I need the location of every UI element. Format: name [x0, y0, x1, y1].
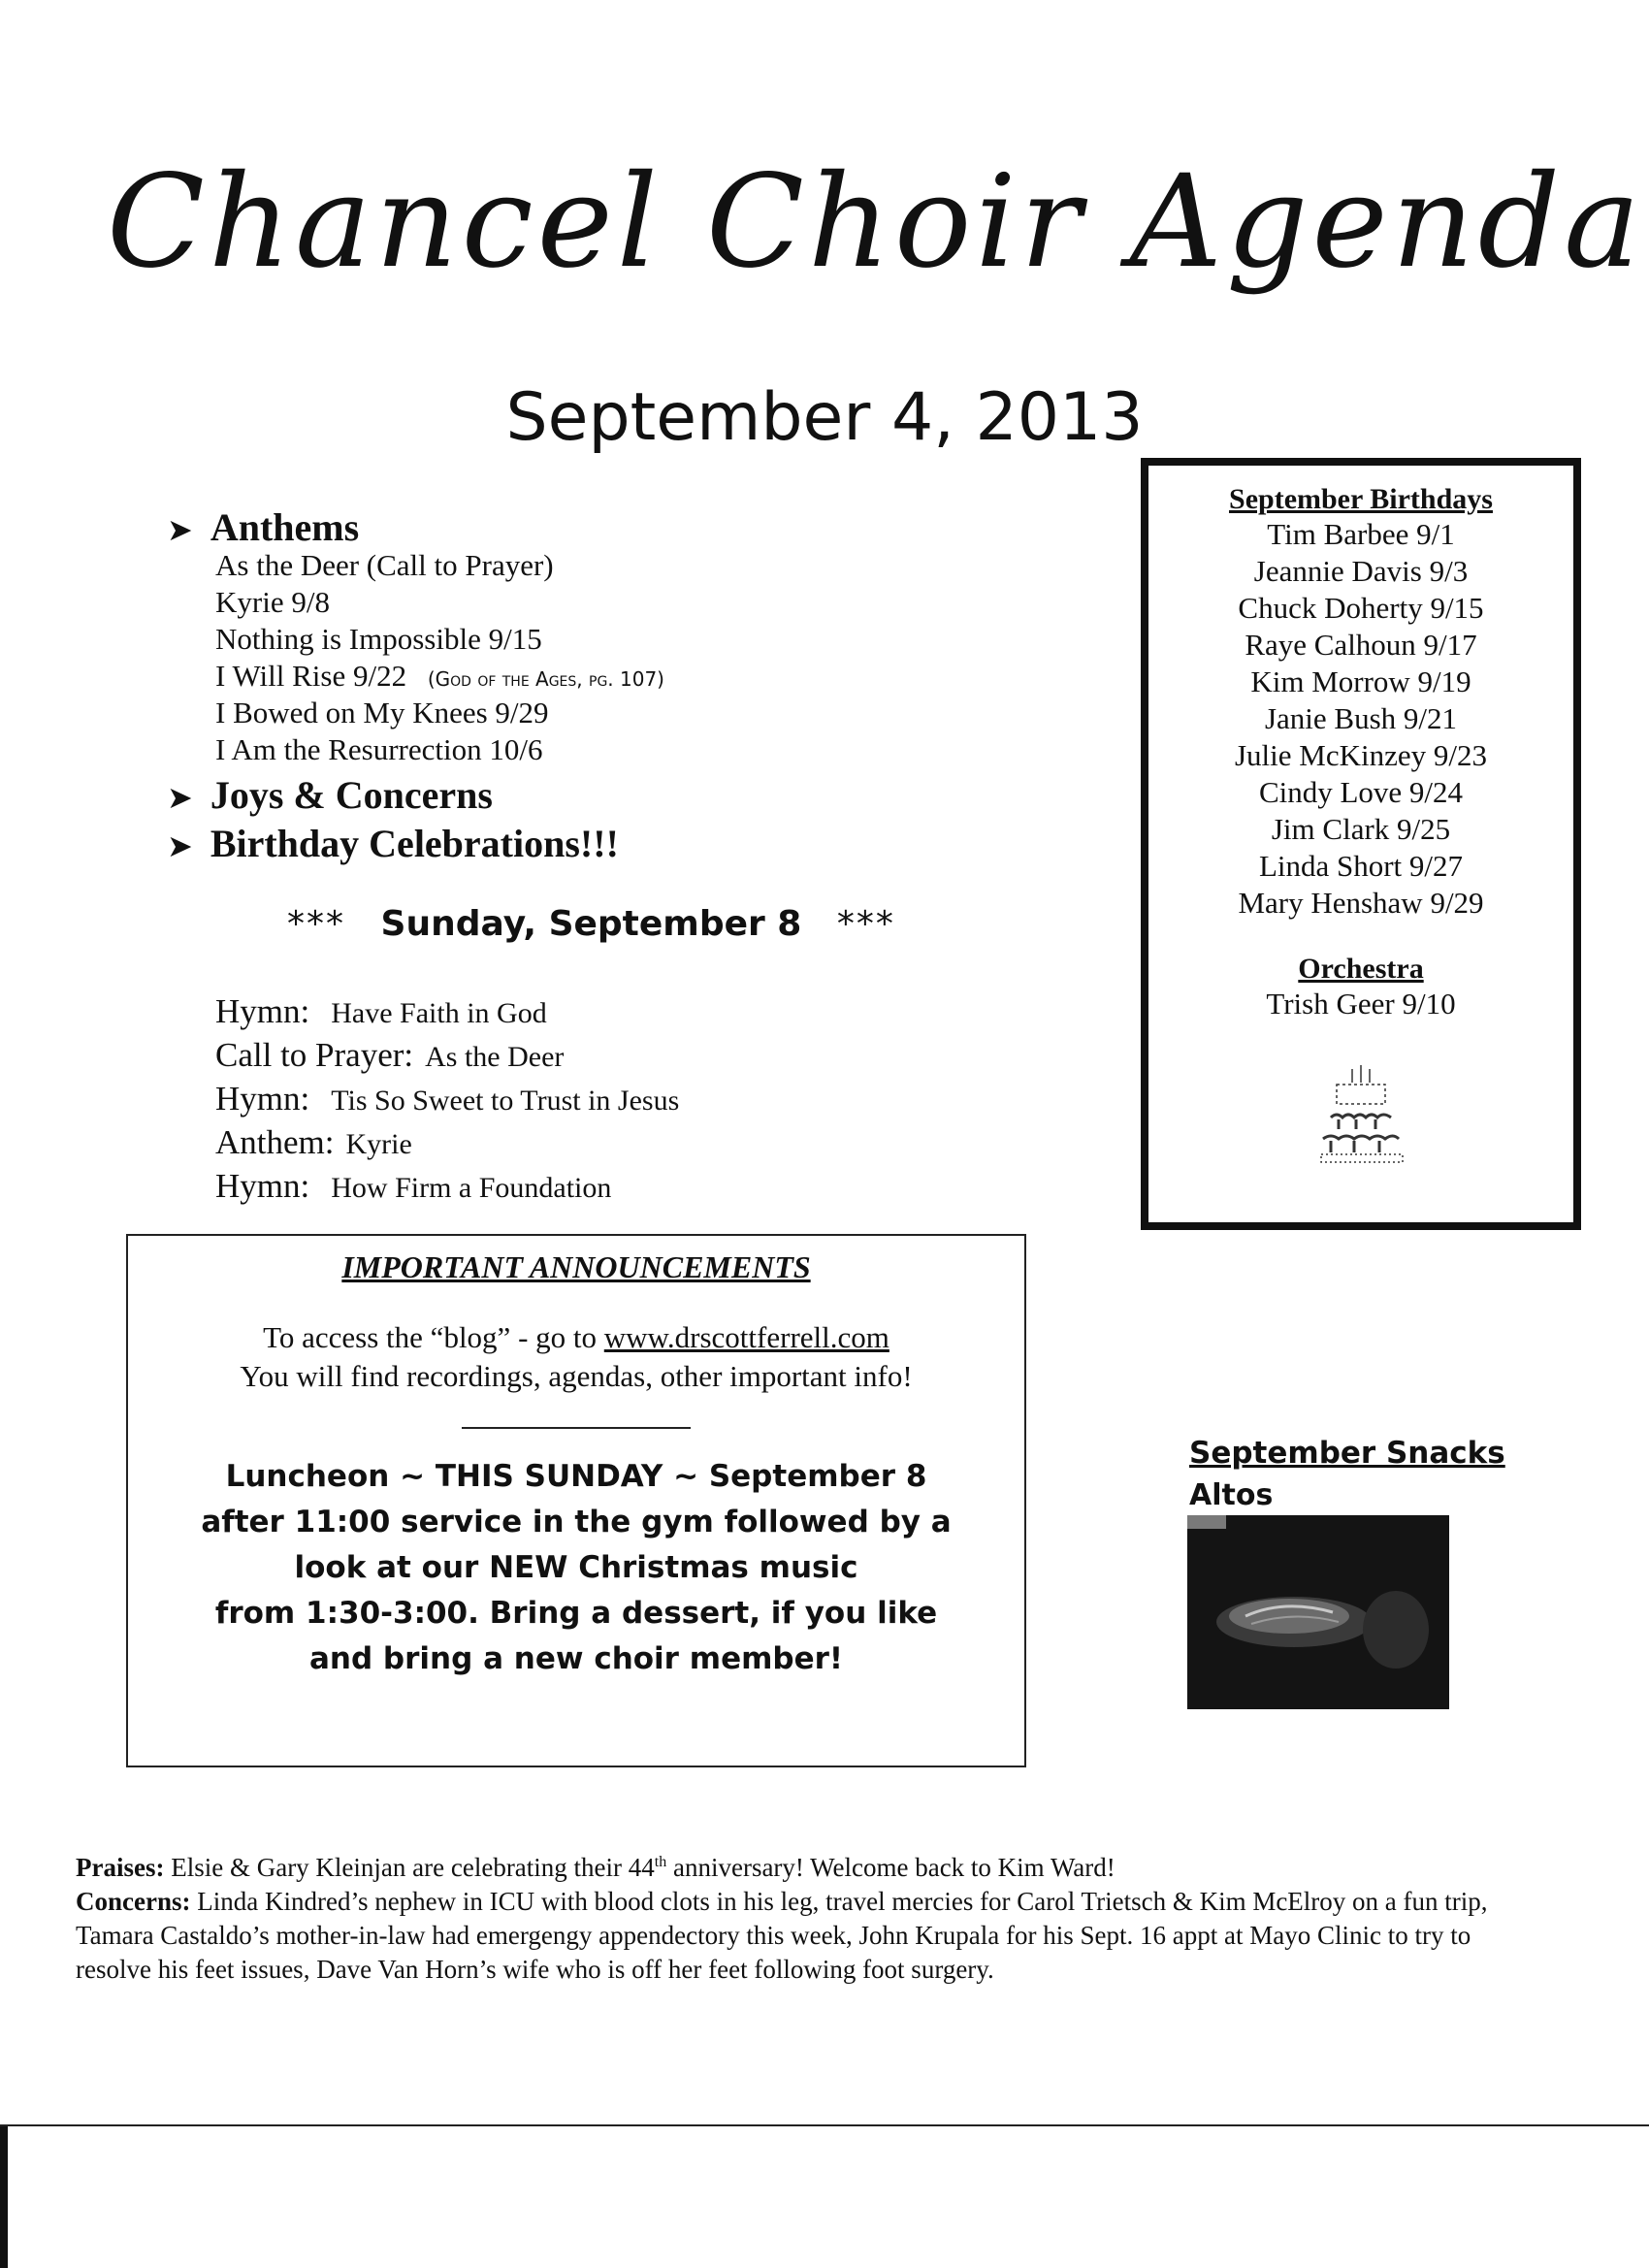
blog-info: You will find recordings, agendas, other important info!	[240, 1359, 913, 1393]
birthday-item: Kim Morrow 9/19	[1250, 664, 1471, 698]
agenda-date: September 4, 2013	[505, 379, 1144, 456]
service-item: Hymn: How Firm a Foundation	[215, 1167, 612, 1205]
orchestra-item: Trish Geer 9/10	[1266, 987, 1456, 1021]
anthem-item: Kyrie 9/8	[215, 585, 330, 619]
birthdays-title: September Birthdays	[1229, 483, 1493, 515]
sunday-heading: *** Sunday, September 8 ***	[287, 904, 895, 944]
blog-line: To access the “blog” - go to www.drscottferrell.com	[263, 1320, 889, 1354]
scan-edge-line	[0, 2124, 1649, 2126]
service-item: Anthem: Kyrie	[215, 1123, 412, 1161]
blog-link[interactable]: www.drscottferrell.com	[603, 1320, 889, 1354]
service-item: Call to Prayer: As the Deer	[215, 1036, 565, 1074]
birthday-item: Raye Calhoun 9/17	[1245, 628, 1477, 662]
star-divider: ***	[836, 904, 895, 944]
concerns-line: Concerns: Linda Kindred’s nephew in ICU with blood clots in his leg, travel mercies for Carol Trietsch & Kim McElroy on a fun trip, Tamara Castaldo’s mother-in-law had emergengy appendectory this week, John Krupala for his Sept. 16 appt at Mayo Clinic to try to resolve his feet issues, Dave Van Horn’s wife who is off her feet following foot surgery.	[76, 1887, 1488, 1984]
birthday-item: Janie Bush 9/21	[1264, 701, 1458, 735]
anthem-item: I Bowed on My Knees 9/29	[215, 696, 549, 729]
anthem-item: I Am the Resurrection 10/6	[215, 732, 543, 766]
announcements-title: IMPORTANT ANNOUNCEMENTS	[341, 1249, 811, 1284]
birthday-item: Cindy Love 9/24	[1258, 775, 1464, 809]
page-title: Chancel Choir Agenda	[107, 147, 1644, 297]
luncheon-notice: Luncheon ~ THIS SUNDAY ~ September 8 after 11:00 service in the gym followed by a look at our NEW Christmas music from 1:30-3:00. Bring a dessert, if you like and bring a new choir member!	[201, 1459, 952, 1676]
star-divider: ***	[287, 904, 345, 944]
birthday-item: Mary Henshaw 9/29	[1238, 886, 1484, 920]
birthdays-box	[1141, 458, 1581, 1230]
snacks-group: Altos	[1189, 1478, 1274, 1512]
service-item: Hymn: Have Faith in God	[215, 992, 547, 1030]
anthem-item: As the Deer (Call to Prayer)	[215, 548, 554, 582]
joys-concerns-heading: ➤ Joys & Concerns	[167, 773, 493, 817]
birthday-celebrations-heading: ➤ Birthday Celebrations!!!	[167, 822, 619, 865]
birthday-cake-icon	[1148, 1061, 1573, 1173]
praises-line: Praises: Elsie & Gary Kleinjan are celebrating their 44th anniversary! Welcome back to Kim Ward!	[76, 1853, 1116, 1882]
announcements-box	[126, 1234, 1026, 1767]
birthday-item: Jim Clark 9/25	[1271, 812, 1451, 846]
anthems-heading: ➤ Anthems	[167, 505, 360, 549]
anthem-item: I Will Rise 9/22 (God of the Ages, pg. 107)	[215, 659, 664, 693]
praises-concerns	[76, 1845, 1550, 1987]
anthem-note: (God of the Ages, pg. 107)	[427, 667, 664, 691]
snack-image	[1187, 1515, 1449, 1709]
divider	[462, 1427, 691, 1429]
birthday-item: Julie McKinzey 9/23	[1234, 738, 1487, 772]
arrow-bullet-icon: ➤	[167, 779, 193, 816]
scan-edge-bar	[0, 2126, 8, 2268]
birthday-item: Linda Short 9/27	[1258, 849, 1464, 883]
birthday-item: Chuck Doherty 9/15	[1238, 591, 1484, 625]
orchestra-title: Orchestra	[1298, 953, 1424, 985]
snacks-title: September Snacks	[1189, 1436, 1505, 1471]
birthday-item: Tim Barbee 9/1	[1267, 517, 1455, 551]
birthday-item: Jeannie Davis 9/3	[1253, 554, 1469, 588]
arrow-bullet-icon: ➤	[167, 511, 193, 548]
anthem-item: Nothing is Impossible 9/15	[215, 622, 542, 656]
service-item: Hymn: Tis So Sweet to Trust in Jesus	[215, 1080, 680, 1118]
arrow-bullet-icon: ➤	[167, 827, 193, 864]
